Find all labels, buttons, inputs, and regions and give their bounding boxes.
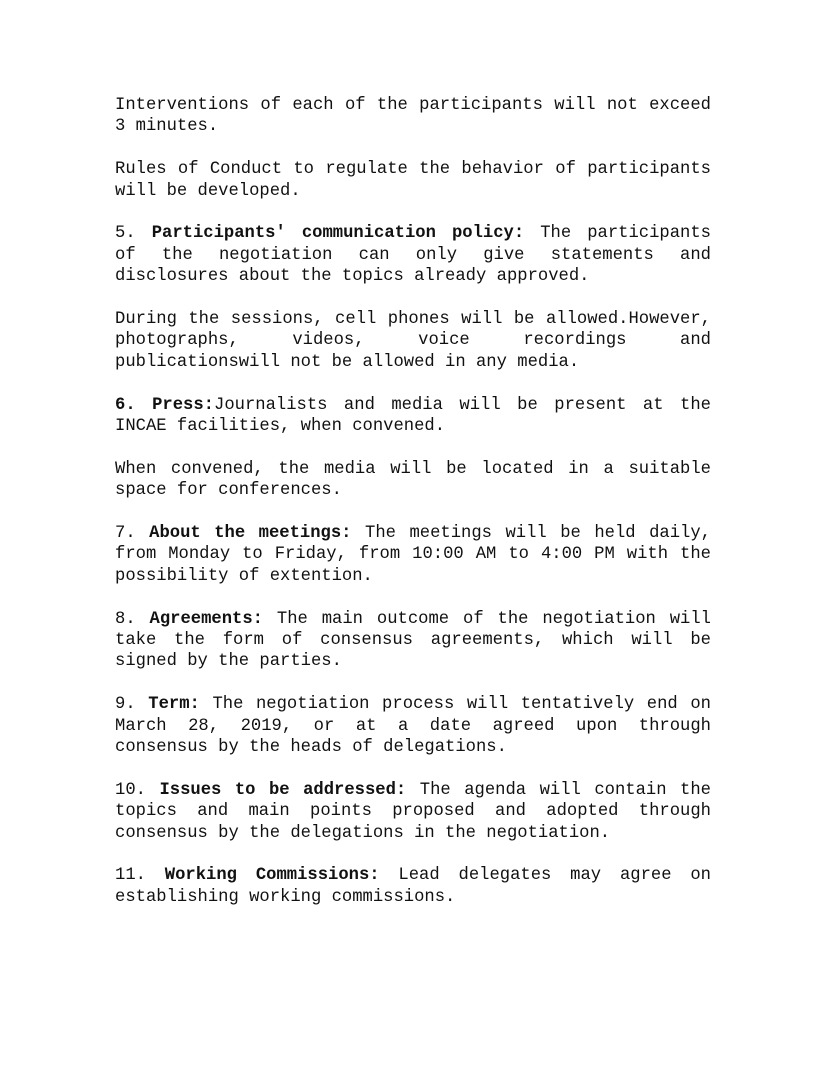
paragraph-text: The participants of the negotiation can only give statements and disclosures about the topics already approved.: [115, 224, 711, 287]
paragraph-text: During the sessions, cell phones will be allowed.However, photographs, videos, voice recordings and publicationswill not be allowed in any media.: [115, 310, 711, 372]
paragraph-issues-to-be-addressed: [115, 780, 711, 844]
document-page: [115, 95, 711, 930]
paragraph-text: The agenda will contain the topics and main points proposed and adopted through consensus by the delegations in the negotiation.: [115, 780, 711, 843]
paragraph-text: Interventions of each of the participants will not exceed 3 minutes.: [115, 96, 711, 137]
paragraph-press: [115, 395, 711, 438]
section-number: 11.: [115, 866, 165, 886]
paragraph-agreements: [115, 609, 711, 673]
paragraph-text: When convened, the media will be located in a suitable space for conferences.: [115, 459, 711, 501]
section-number: 10.: [115, 780, 160, 800]
section-number: 6.: [115, 395, 153, 415]
paragraph-about-meetings: [115, 523, 711, 587]
section-heading: Working Commissions:: [164, 866, 380, 886]
paragraph-rules-of-conduct: [115, 159, 711, 202]
paragraph-cell-phones: [115, 309, 711, 373]
section-heading: Participants' communication policy:: [151, 224, 525, 244]
section-heading: Issues to be addressed:: [159, 780, 407, 800]
section-number: 5.: [115, 224, 152, 244]
section-heading: About the meetings:: [149, 524, 352, 544]
paragraph-working-commissions: [115, 865, 711, 908]
section-number: 7.: [115, 524, 150, 544]
paragraph-text: The meetings will be held daily, from Monday to Friday, from 10:00 AM to 4:00 PM with the possibility of extention.: [115, 524, 711, 586]
section-heading: Press:: [152, 395, 214, 415]
section-number: 8.: [115, 609, 150, 629]
section-heading: Term:: [148, 695, 200, 715]
paragraph-term: [115, 694, 711, 758]
paragraph-media-location: [115, 459, 711, 502]
paragraph-text: Rules of Conduct to regulate the behavior of participants will be developed.: [115, 160, 711, 201]
paragraph-participant-interventions: [115, 95, 711, 138]
paragraph-text: Journalists and media will be present at the INCAE facilities, when convened.: [115, 395, 711, 437]
section-heading: Agreements:: [149, 609, 263, 629]
paragraph-communication-policy: [115, 223, 711, 287]
section-number: 9.: [115, 695, 149, 715]
paragraph-text: Lead delegates may agree on establishing working commissions.: [115, 866, 711, 907]
paragraph-text: The main outcome of the negotiation will take the form of consensus agreements, which will be signed by the parties.: [115, 609, 711, 672]
paragraph-text: The negotiation process will tentatively end on March 28, 2019, or at a date agreed upon through consensus by the heads of delegations.: [115, 695, 711, 758]
